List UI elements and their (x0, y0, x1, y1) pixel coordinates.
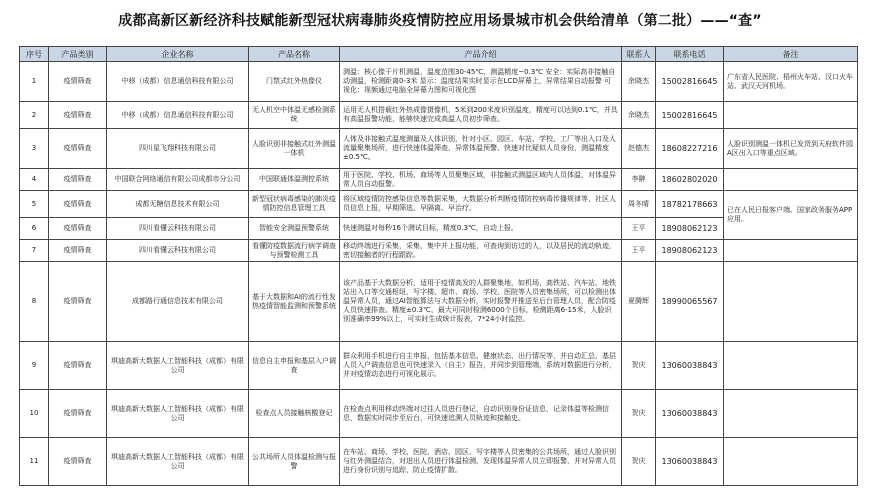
cell-no: 8 (20, 262, 49, 342)
cell-no: 7 (20, 240, 49, 262)
cell-product: 新型冠状病毒感染的肺炎疫情防控信息管理工具 (249, 191, 340, 218)
cell-phone: 13060038843 (656, 390, 724, 438)
cell-phone: 18608227216 (656, 129, 724, 169)
cell-product: 人脸识别非接触式红外测温一体机 (249, 129, 340, 169)
cell-no: 11 (20, 438, 49, 486)
cell-no: 6 (20, 218, 49, 240)
table-row (20, 240, 858, 262)
table-row (20, 62, 858, 102)
header-category: 产品类别 (49, 47, 107, 62)
cell-intro: 在检查点利用移动终端对过往人员进行登记，自动识别身份证信息，记录体温等检测信息，数据实时同步至后台，可快速追溯人员轨迹和接触史。 (340, 390, 622, 438)
table-row (20, 342, 858, 390)
cell-note (724, 342, 858, 390)
cell-intro: 运用无人机搭载红外热成像摄像机，5米到200米度识别温度，精度可以达到0.1℃，并具有高温报警功能，能够快速完成高温人员初步筛查。 (340, 102, 622, 129)
header-product: 产品名称 (249, 47, 340, 62)
header-company: 企业名称 (107, 47, 249, 62)
cell-no: 4 (20, 169, 49, 191)
cell-category: 疫情筛查 (49, 390, 107, 438)
cell-note (724, 390, 858, 438)
table-row (20, 191, 858, 218)
cell-contact: 贺庆 (622, 342, 656, 390)
cell-product: 基于大数据和AI的流行性发热疫情智能监测和预警系统 (249, 262, 340, 342)
cell-phone: 15002816645 (656, 62, 724, 102)
supply-list-table (19, 46, 858, 486)
header-note: 备注 (724, 47, 858, 62)
cell-product: 检查点人员接触核酸登记 (249, 390, 340, 438)
cell-phone: 18602802020 (656, 169, 724, 191)
cell-intro: 群众利用手机进行自主申报，包括基本信息、健康状态、出行情况等，并自动汇总，基层人员入户调查信息也可快速录入（自主）报告，并同步到管理端，系统对数据进行分析，并对疫情动态进行可视化展示。 (340, 342, 622, 390)
cell-category: 疫情筛查 (49, 129, 107, 169)
cell-phone: 18908062123 (656, 218, 724, 240)
cell-company: 成都路行通信息技术有限公司 (107, 262, 249, 342)
cell-product: 中国联通体温测控系统 (249, 169, 340, 191)
table-row (20, 262, 858, 342)
table-header-row (20, 47, 858, 62)
cell-phone: 13060038843 (656, 342, 724, 390)
cell-contact: 余晓杰 (622, 102, 656, 129)
cell-note: 已在人民日报客户端、国家政务服务APP应用。 (724, 191, 858, 240)
cell-product: 公共场所人员体温检测与报警 (249, 438, 340, 486)
cell-note (724, 240, 858, 262)
cell-no: 5 (20, 191, 49, 218)
cell-company: 中国联合网络通信有限公司成都市分公司 (107, 169, 249, 191)
cell-no: 9 (20, 342, 49, 390)
cell-intro: 在车站、商场、学校、医院、酒店、园区、写字楼等人员密集的公共场所，通过人脸识别与红外测温结合，对进出人员进行体温检测，发现体温异常人员立即报警，并对异常人员进行身份识别与追踪，防止疫情扩散。 (340, 438, 622, 486)
cell-company: 琪迪高新大数据人工智能科技（成都）有限公司 (107, 438, 249, 486)
cell-no: 10 (20, 390, 49, 438)
cell-intro: 测温：核心像干片机测温，温度范围30-45℃，测温精度~0.3℃ 安全：实际高非接触自动测温，检测距离0-3米 显示：温度结果实时显示在LCD屏幕上，异常结果自动报警 可视化：视频通过电脑全屏幕力图和可视化图 (340, 62, 622, 102)
cell-note: 人脸识别测温一体机已发货到天府软件园A区出入口等重点区域。 (724, 129, 858, 169)
cell-category: 疫情筛查 (49, 169, 107, 191)
cell-product: 无人机空中体温无感检测系统 (249, 102, 340, 129)
cell-intro: 移动终端进行采集，采集、集中并上报功能，可查询到访过的人，以及居民的流动轨迹，密切接触者的行程跟踪。 (340, 240, 622, 262)
cell-product: 智能安全测温预警系统 (249, 218, 340, 240)
table-row (20, 438, 858, 486)
page-title: 成都高新区新经济科技赋能新型冠状病毒肺炎疫情防控应用场景城市机会供给清单（第二批）——“查” (118, 13, 762, 29)
cell-contact: 王平 (622, 240, 656, 262)
cell-product: 看懂防疫数据流行病学调查与预警检测工具 (249, 240, 340, 262)
cell-intro: 快速测温对每秒16个测试目标，精度0.3℃，自动上报。 (340, 218, 622, 240)
cell-category: 疫情筛查 (49, 438, 107, 486)
header-no: 序号 (20, 47, 49, 62)
cell-phone: 13060038843 (656, 438, 724, 486)
table-row (20, 129, 858, 169)
cell-company: 中移（成都）信息通信科技有限公司 (107, 102, 249, 129)
cell-category: 疫情筛查 (49, 218, 107, 240)
cell-note: 广东省人民医院、梧州火车站、汉口火车站、武汉天河机场。 (724, 62, 858, 102)
cell-intro: 用于医院、学校、机场、商场等人员聚集区域，非接触式测温区域内人员体温，对体温异常人员自动报警。 (340, 169, 622, 191)
cell-no: 3 (20, 129, 49, 169)
cell-intro: 人体及非接触式温度测量及人体识别，针对小区、园区、车站、学校、工厂等出入口及人流量聚集场所，进行快速体温筛查、异常体温预警、快速对比疑似人员身份，测温精度±0.5℃。 (340, 129, 622, 169)
cell-note (724, 169, 858, 191)
cell-contact: 夏腾辉 (622, 262, 656, 342)
cell-note (724, 438, 858, 486)
cell-phone: 18990065567 (656, 262, 724, 342)
cell-intro: 将区域疫情防控感染信息等数据采集，大数据分析判断疫情防控病毒传播规律等，社区人员信息上报，早期筛选、早隔离、早治疗。 (340, 191, 622, 218)
table-row (20, 390, 858, 438)
cell-category: 疫情筛查 (49, 191, 107, 218)
cell-category: 疫情筛查 (49, 62, 107, 102)
cell-company: 四川看懂云科技有限公司 (107, 218, 249, 240)
table-row (20, 102, 858, 129)
cell-company: 琪迪高新大数据人工智能科技（成都）有限公司 (107, 342, 249, 390)
cell-company: 琪迪高新大数据人工智能科技（成都）有限公司 (107, 390, 249, 438)
cell-company: 四川星飞翔科技有限公司 (107, 129, 249, 169)
header-intro: 产品介绍 (340, 47, 622, 62)
table-row (20, 169, 858, 191)
cell-company: 成都无糖信息技术有限公司 (107, 191, 249, 218)
cell-category: 疫情筛查 (49, 102, 107, 129)
cell-contact: 李翀 (622, 169, 656, 191)
cell-phone: 18908062123 (656, 240, 724, 262)
cell-product: 门禁式红外热像仪 (249, 62, 340, 102)
cell-phone: 18782178663 (656, 191, 724, 218)
cell-no: 1 (20, 62, 49, 102)
cell-category: 疫情筛查 (49, 262, 107, 342)
cell-note (724, 102, 858, 129)
cell-note (724, 262, 858, 342)
header-phone: 联系电话 (656, 47, 724, 62)
cell-contact: 王平 (622, 218, 656, 240)
cell-category: 疫情筛查 (49, 342, 107, 390)
cell-contact: 周冬晴 (622, 191, 656, 218)
cell-contact: 赵德杰 (622, 129, 656, 169)
cell-category: 疫情筛查 (49, 240, 107, 262)
cell-contact: 贺庆 (622, 390, 656, 438)
cell-intro: 该产品基于大数据分析，适用于疫情高发的人群聚集地，如机场、高铁站、汽车站、地铁站出入口等交通枢纽，写字楼、超市、商场、学校、医院等人员密集场所，可以检测出体温异常人员，通过AI智能算法与大数据分析，实时报警并推送至后台管理人员，配合防疫人员快速排查。精度±0.3℃，最大可同时检测6000个目标，检测距离6-15米，人脸识别准确率99%以上，可实时生成统计报表，7*24小时监控。 (340, 262, 622, 342)
cell-no: 2 (20, 102, 49, 129)
cell-product: 信息自主申报和基层入户调查 (249, 342, 340, 390)
header-contact: 联系人 (622, 47, 656, 62)
cell-phone: 15002816645 (656, 102, 724, 129)
cell-contact: 贺庆 (622, 438, 656, 486)
cell-contact: 余晓杰 (622, 62, 656, 102)
cell-company: 四川看懂云科技有限公司 (107, 240, 249, 262)
cell-company: 中移（成都）信息通信科技有限公司 (107, 62, 249, 102)
